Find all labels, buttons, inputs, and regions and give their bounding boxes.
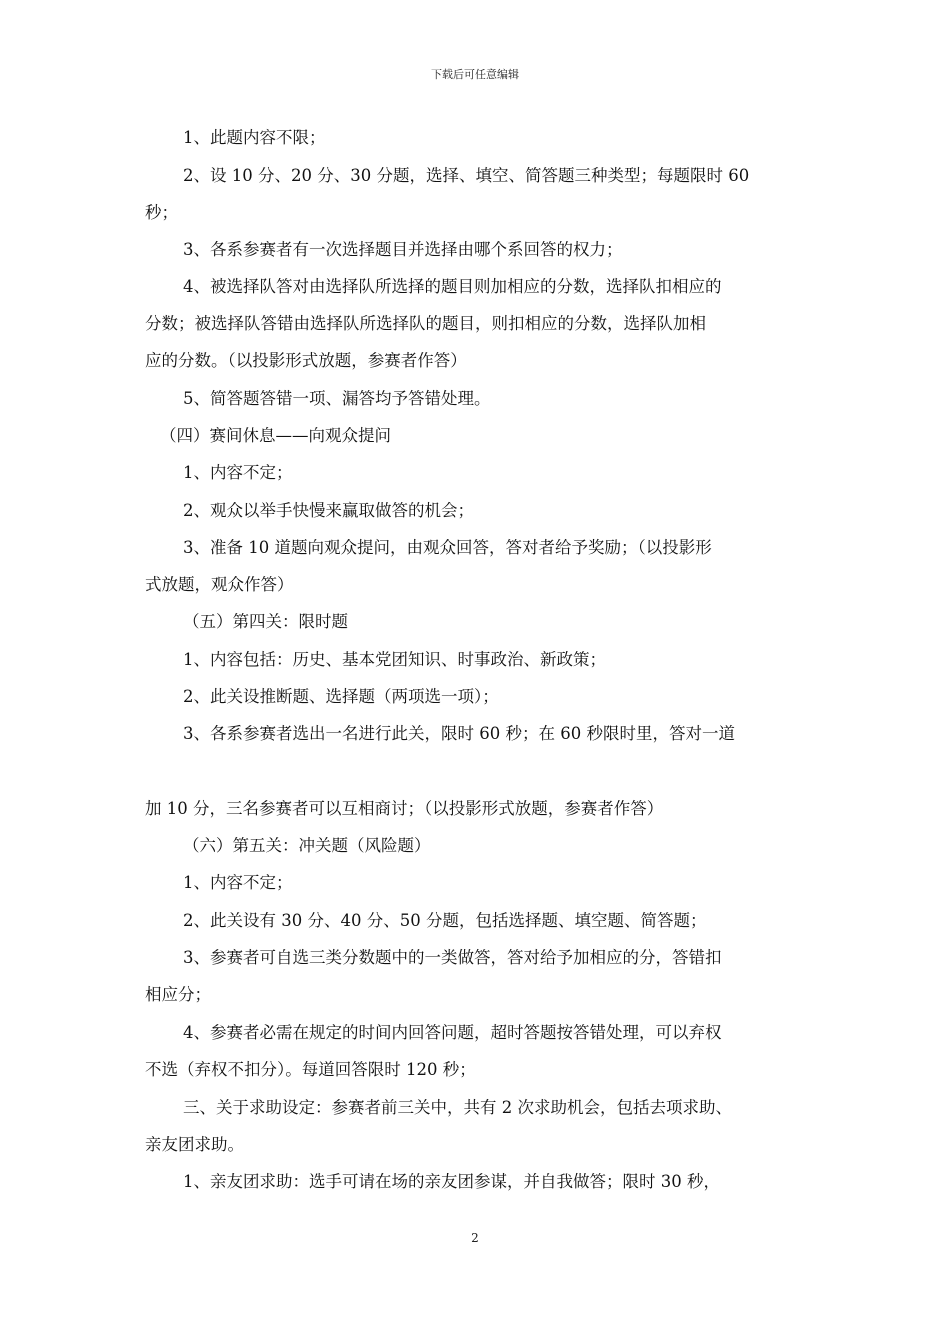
text-line: 4、参赛者必需在规定的时间内回答问题，超时答题按答错处理，可以弃权 (183, 1023, 722, 1042)
text-line: 2、此关设有 30 分、40 分、50 分题，包括选择题、填空题、简答题； (183, 911, 707, 930)
text-line: 1、亲友团求助：选手可请在场的亲友团参谋，并自我做答；限时 30 秒， (183, 1172, 720, 1191)
section-heading: （五）第四关：限时题 (183, 612, 348, 631)
text-line: 亲友团求助。 (145, 1135, 244, 1154)
text-line: 3、各系参赛者有一次选择题目并选择由哪个系回答的权力； (183, 240, 623, 259)
text-line: 式放题，观众作答） (145, 575, 294, 594)
text-line: 1、内容包括：历史、基本党团知识、时事政治、新政策； (183, 650, 606, 669)
text-line: 相应分； (145, 985, 211, 1004)
text-line: 秒； (145, 203, 178, 222)
text-line: 3、准备 10 道题向观众提问，由观众回答，答对者给予奖励；（以投影形 (183, 538, 712, 557)
text-line: 1、内容不定； (183, 463, 293, 482)
section-heading: （四）赛间休息——向观众提问 (160, 426, 391, 445)
text-line: 2、观众以举手快慢来赢取做答的机会； (183, 501, 474, 520)
text-line: 2、此关设推断题、选择题（两项选一项）； (183, 687, 499, 706)
page-number: 2 (471, 1231, 479, 1245)
text-line: 分数；被选择队答错由选择队所选择队的题目，则扣相应的分数，选择队加相 (145, 314, 706, 333)
text-line: 4、被选择队答对由选择队所选择的题目则加相应的分数，选择队扣相应的 (183, 277, 722, 296)
section-heading: （六）第五关：冲关题（风险题） (183, 836, 431, 855)
text-line: 2、设 10 分、20 分、30 分题，选择、填空、简答题三种类型；每题限时 60 (183, 166, 750, 185)
text-line: 3、参赛者可自选三类分数题中的一类做答，答对给予加相应的分，答错扣 (183, 948, 722, 967)
text-line: 应的分数。（以投影形式放题，参赛者作答） (145, 351, 467, 370)
text-line: 5、简答题答错一项、漏答均予答错处理。 (183, 389, 491, 408)
text-line: 3、各系参赛者选出一名进行此关，限时 60 秒；在 60 秒限时里，答对一道 (183, 724, 735, 743)
text-line: 加 10 分，三名参赛者可以互相商讨；（以投影形式放题，参赛者作答） (145, 799, 664, 818)
text-line: 不选（弃权不扣分）。每道回答限时 120 秒； (145, 1060, 476, 1079)
section-heading: 三、关于求助设定：参赛者前三关中，共有 2 次求助机会，包括去项求助、 (183, 1098, 732, 1117)
text-line: 1、内容不定； (183, 873, 293, 892)
text-line: 1、此题内容不限； (183, 128, 326, 147)
page-header: 下载后可任意编辑 (431, 68, 519, 81)
